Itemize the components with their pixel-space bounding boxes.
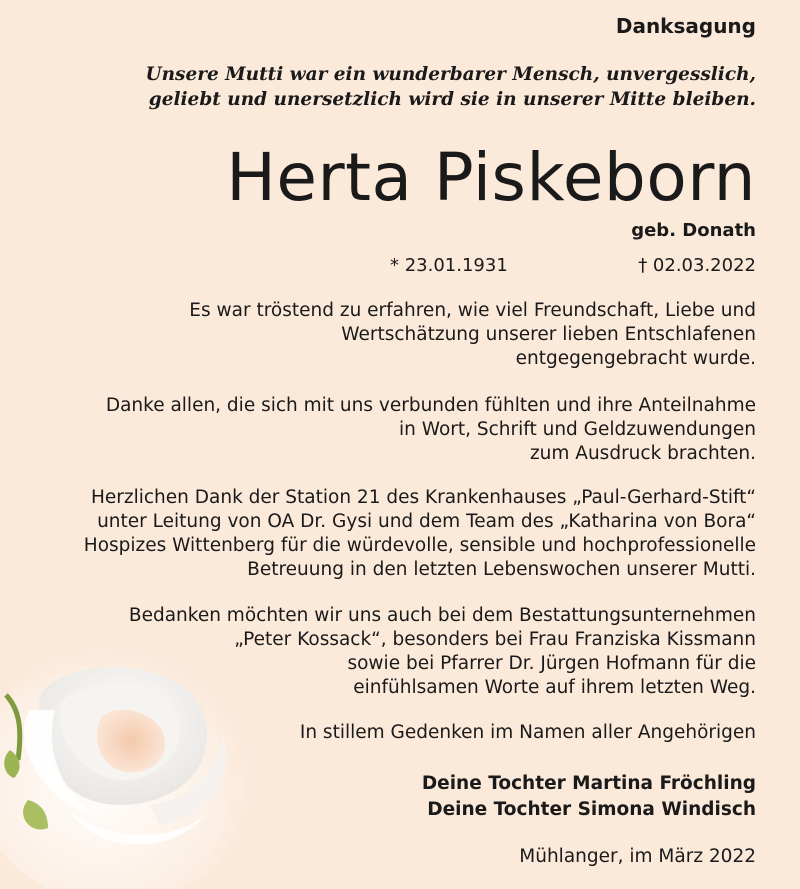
paragraph-line: entgegengebracht wurde. [515, 348, 756, 369]
quote-line: geliebt und unersetzlich wird sie in unserer Mitte bleiben. [148, 89, 756, 110]
notice-heading: Danksagung [615, 14, 756, 38]
birth-date: * 23.01.1931 [390, 255, 508, 276]
paragraph-line: einfühlsamen Worte auf ihrem letzten Weg. [353, 677, 756, 698]
white-rose-image [0, 600, 260, 889]
place-date: Mühlanger, im März 2022 [519, 846, 756, 867]
birth-name: geb. Donath [631, 220, 756, 241]
paragraph-line: Es war tröstend zu erfahren, wie viel Freundschaft, Liebe und [189, 300, 756, 321]
paragraph-line: Herzlichen Dank der Station 21 des Krankenhauses „Paul-Gerhard-Stift“ [90, 487, 756, 508]
paragraph-line: Wertschätzung unserer lieben Entschlafenen [341, 324, 756, 345]
paragraph-line: in Wort, Schrift und Geldzuwendungen [399, 419, 756, 440]
signature: Deine Tochter Martina Fröchling [421, 773, 756, 794]
paragraph-line: zum Ausdruck brachten. [529, 443, 756, 464]
paragraph-line: „Peter Kossack“, besonders bei Frau Franziska Kissmann [234, 629, 756, 650]
paragraph-line: Danke allen, die sich mit uns verbunden fühlten und ihre Anteilnahme [105, 395, 756, 416]
deceased-name: Herta Piskeborn [226, 139, 756, 216]
paragraph-line: Betreuung in den letzten Lebenswochen unserer Mutti. [247, 559, 756, 580]
paragraph-line: Hospizes Wittenberg für die würdevolle, sensible und hochprofessionelle [83, 535, 756, 556]
signature: Deine Tochter Simona Windisch [427, 799, 756, 820]
paragraph-line: unter Leitung von OA Dr. Gysi und dem Team des „Katharina von Bora“ [97, 511, 756, 532]
closing-line: In stillem Gedenken im Namen aller Angehörigen [299, 722, 756, 743]
death-date: † 02.03.2022 [638, 255, 756, 276]
quote-line: Unsere Mutti war ein wunderbarer Mensch, unvergesslich, [145, 64, 756, 85]
paragraph-line: sowie bei Pfarrer Dr. Jürgen Hofmann für die [347, 653, 756, 674]
paragraph-line: Bedanken möchten wir uns auch bei dem Bestattungsunternehmen [128, 605, 756, 626]
